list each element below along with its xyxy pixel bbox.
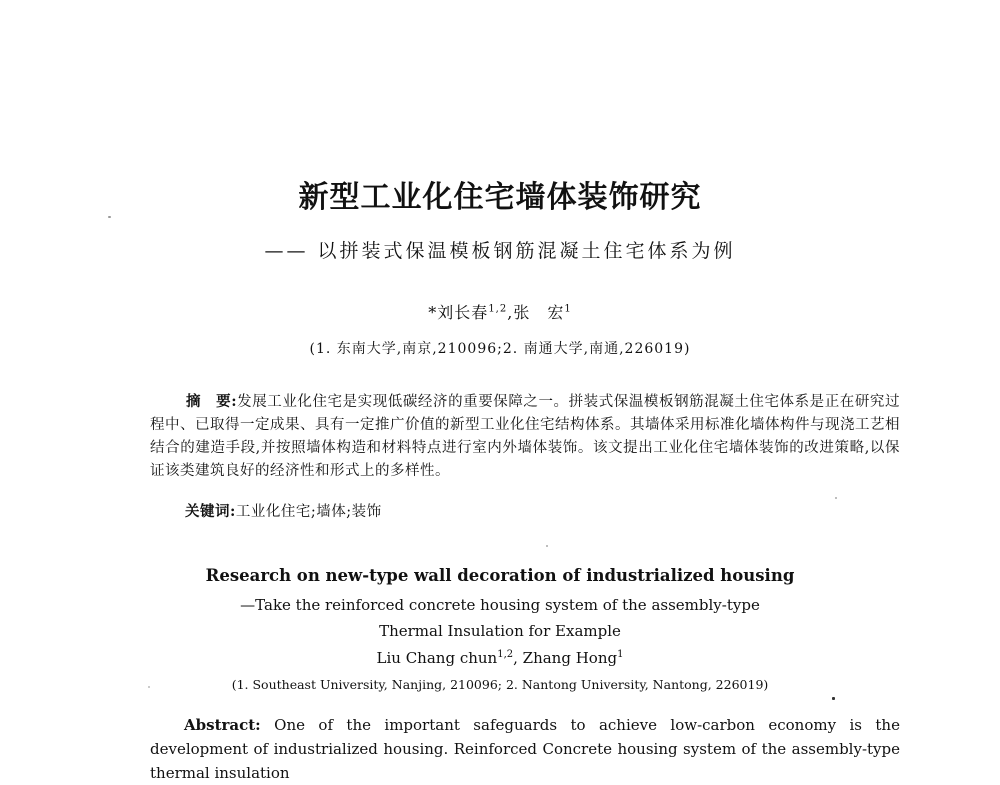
chinese-keywords-label: 关键词: bbox=[185, 503, 236, 520]
english-author-1-affil-mark: 1,2 bbox=[497, 649, 514, 660]
chinese-title: 新型工业化住宅墙体装饰研究 bbox=[298, 180, 702, 215]
english-subtitle-line-1: —Take the reinforced concrete housing system of the assembly-type bbox=[240, 596, 760, 614]
english-authors bbox=[0, 649, 1000, 667]
chinese-authors bbox=[0, 300, 1000, 323]
author-1-affil-mark: 1,2 bbox=[488, 303, 508, 315]
english-abstract-text: One of the important safeguards to achieve low-carbon economy is the development of industrialized housing. Reinforced Concrete housing system of the assembly-type thermal insulation bbox=[150, 716, 900, 782]
chinese-abstract-label: 摘 要: bbox=[186, 393, 238, 410]
author-separator: , bbox=[507, 303, 514, 322]
scan-speck bbox=[832, 697, 835, 700]
english-affiliation: (1. Southeast University, Nanjing, 210096; 2. Nantong University, Nantong, 226019) bbox=[231, 677, 769, 692]
chinese-abstract bbox=[150, 390, 900, 483]
english-abstract bbox=[150, 713, 900, 785]
english-author-2-name: Zhang Hong bbox=[522, 649, 618, 667]
author-2-name: 张 宏 bbox=[513, 303, 565, 322]
scan-speck bbox=[148, 686, 150, 688]
chinese-abstract-text: 发展工业化住宅是实现低碳经济的重要保障之一。拼装式保温模板钢筋混凝土住宅体系是正在研究过程中、已取得一定成果、具有一定推广价值的新型工业化住宅结构体系。其墙体采用标准化墙体构件与现浇工艺相结合的建造手段,并按照墙体构造和材料特点进行室内外墙体装饰。该文提出工业化住宅墙体装饰的改进策略,以保证该类建筑良好的经济性和形式上的多样性。 bbox=[150, 394, 900, 479]
author-2-affil-mark: 1 bbox=[564, 303, 572, 315]
chinese-subtitle: —— 以拼装式保温模板钢筋混凝土住宅体系为例 bbox=[264, 240, 736, 262]
scan-speck bbox=[835, 497, 837, 499]
english-subtitle-line-2: Thermal Insulation for Example bbox=[379, 622, 621, 640]
chinese-keywords bbox=[185, 500, 900, 521]
english-author-1-name: Liu Chang chun bbox=[376, 649, 498, 667]
scan-speck bbox=[546, 545, 548, 547]
author-1-name: *刘长春 bbox=[428, 303, 489, 322]
english-author-separator: , bbox=[513, 649, 523, 667]
chinese-affiliation: (1. 东南大学,南京,210096;2. 南通大学,南通,226019) bbox=[309, 341, 691, 357]
english-title: Research on new-type wall decoration of industrialized housing bbox=[205, 566, 795, 585]
scan-speck bbox=[108, 216, 111, 218]
english-author-2-affil-mark: 1 bbox=[617, 649, 624, 660]
english-abstract-label: Abstract: bbox=[184, 716, 261, 734]
chinese-keywords-text: 工业化住宅;墙体;装饰 bbox=[235, 504, 382, 520]
